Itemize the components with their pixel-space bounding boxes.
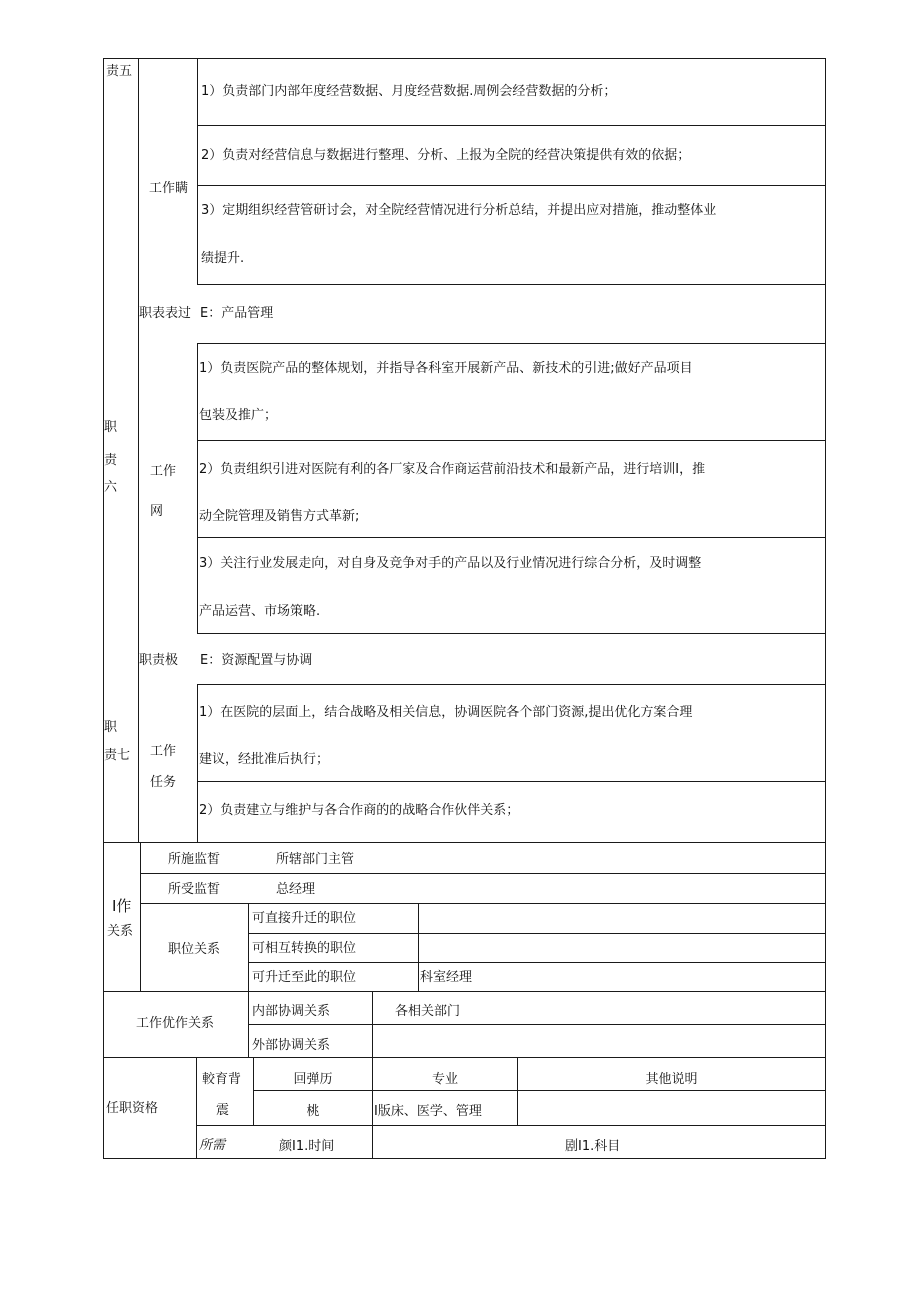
duty6-box-top	[197, 343, 826, 344]
duty6-sub-label-1: 工作	[150, 464, 177, 479]
duty5-item-1: 1）负责部门内部年度经营数据、月度经营数据.周例会经营数据的分析；	[201, 84, 617, 99]
duty5-box-bottom	[197, 284, 826, 285]
duty6-item-3-cont: 产品运营、市场策略.	[199, 604, 321, 619]
requirement-subject: 剧I1.科目	[565, 1139, 621, 1154]
duty7-col-label: 职责极	[139, 653, 179, 668]
education-label-1: 較育背	[202, 1072, 242, 1087]
positions-col-1	[248, 903, 249, 992]
external-coordination-label: 外部协调关系	[252, 1038, 331, 1053]
duty6-box-bottom	[197, 633, 826, 634]
value-major: I版床、医学、管理	[374, 1104, 482, 1119]
supervised-value: 总经理	[276, 882, 316, 897]
duty6-left-label-1: 职	[104, 420, 118, 435]
duty6-item-1-cont: 包装及推广；	[199, 408, 278, 423]
relations-top	[103, 842, 826, 843]
duty7-row-line-1	[197, 781, 826, 782]
position-value-3: 科室经理	[420, 970, 473, 985]
table-bottom-border	[103, 1158, 826, 1159]
duty7-item-2: 2）负责建立与维护与各合作商的的战略合作伙伴关系；	[199, 803, 520, 818]
qualification-col-4	[517, 1057, 518, 1125]
duty6-left-label-3: 六	[104, 480, 118, 495]
position-label-1: 可直接升迁的职位	[252, 911, 357, 926]
relations-label-2: 关系	[107, 924, 134, 939]
duty7-box-left	[197, 684, 198, 842]
internal-coordination-label: 内部协调关系	[252, 1004, 331, 1019]
qualification-label: 任职资格	[106, 1101, 159, 1116]
duty6-col-label: 职表表过	[139, 306, 192, 321]
duty5-left-label: 责五	[106, 64, 133, 79]
supervise-value: 所辖部门主管	[276, 852, 355, 867]
duty5-item-2: 2）负责对经营信息与数据进行整理、分析、上报为全院的经营决策提供有效的依据；	[201, 148, 691, 163]
coordination-line-1	[248, 1024, 826, 1025]
education-label-2: 震	[216, 1103, 230, 1118]
positions-line-2	[248, 962, 826, 963]
header-education: 回弹历	[293, 1072, 333, 1087]
duty7-sub-label-1: 工作	[150, 744, 177, 759]
qualification-col-1	[196, 1057, 197, 1158]
relations-line-2	[140, 903, 826, 904]
duty7-left-label-1: 职	[104, 720, 118, 735]
duty6-item-2-cont: 动全院管理及销售方式革新;	[199, 509, 360, 524]
header-other: 其他说明	[645, 1072, 698, 1087]
relations-line-1	[140, 873, 826, 874]
duty6-item-1: 1）负责医院产品的整体规划，并指导各科室开展新产品、新技术的引进;做好产品项目	[199, 361, 693, 376]
position-label-3: 可升迁至此的职位	[252, 970, 357, 985]
duty5-row-line-1	[197, 125, 826, 126]
value-education: 桃	[306, 1104, 320, 1119]
duty6-left-label-2: 责	[104, 453, 118, 468]
qualification-line-2	[196, 1125, 826, 1126]
duty6-heading: E：产品管理	[200, 306, 274, 321]
duty6-box-left	[197, 343, 198, 634]
duty6-item-2: 2）负责组织引进对医院有利的各厂家及合作商运营前沿技术和最新产品，进行培训I，推	[199, 462, 706, 477]
coordination-top	[103, 991, 826, 992]
duty5-box-left	[197, 58, 198, 285]
coordination-label: 工作优作关系	[136, 1016, 215, 1031]
positions-col-2	[418, 903, 419, 992]
table-left-border	[103, 58, 104, 1159]
duty7-left-label-2: 责七	[104, 748, 131, 763]
duty7-item-1-cont: 建议，经批准后执行；	[199, 752, 330, 767]
duty6-sub-label-2: 网	[150, 504, 164, 519]
relations-col-1	[140, 842, 141, 992]
duty6-row-line-2	[197, 537, 826, 538]
duty7-item-1: 1）在医院的层面上，结合战略及相关信息，协调医院各个部门资源,提出优化方案合理	[199, 705, 693, 720]
position-label-2: 可相互转换的职位	[252, 941, 357, 956]
table-top-border	[103, 58, 826, 59]
qualification-top	[103, 1057, 826, 1058]
requirement-label: 所需	[199, 1138, 226, 1153]
duty6-item-3: 3）关注行业发展走向，对自身及竞争对手的产品以及行业情况进行综合分析，及时调整	[199, 556, 702, 571]
supervised-label: 所受监皙	[168, 882, 221, 897]
supervise-label: 所施监皙	[168, 852, 221, 867]
table-right-border	[825, 58, 826, 1159]
header-major: 专业	[431, 1072, 458, 1087]
positions-line-1	[248, 933, 826, 934]
duty7-sub-label-2: 任务	[150, 775, 177, 790]
duty7-box-top	[197, 684, 826, 685]
duty6-row-line-1	[197, 440, 826, 441]
duty5-item-3-cont: 绩提升.	[201, 251, 245, 266]
duty5-sub-label: 工作瞒	[149, 181, 189, 196]
duty5-row-line-2	[197, 185, 826, 186]
position-relation-label: 职位关系	[168, 942, 221, 957]
duty-col-divider	[138, 58, 139, 843]
relations-label-1: I作	[112, 897, 132, 915]
internal-coordination-value: 各相关部门	[395, 1004, 461, 1019]
qualification-line-1	[253, 1090, 826, 1091]
duty5-item-3: 3）定期组织经营管研讨会，对全院经营情况进行分析总结，并提出应对措施，推动整体业	[201, 203, 717, 218]
requirement-time: 颜I1.时间	[279, 1139, 335, 1154]
duty7-heading: E：资源配置与协调	[200, 653, 313, 668]
